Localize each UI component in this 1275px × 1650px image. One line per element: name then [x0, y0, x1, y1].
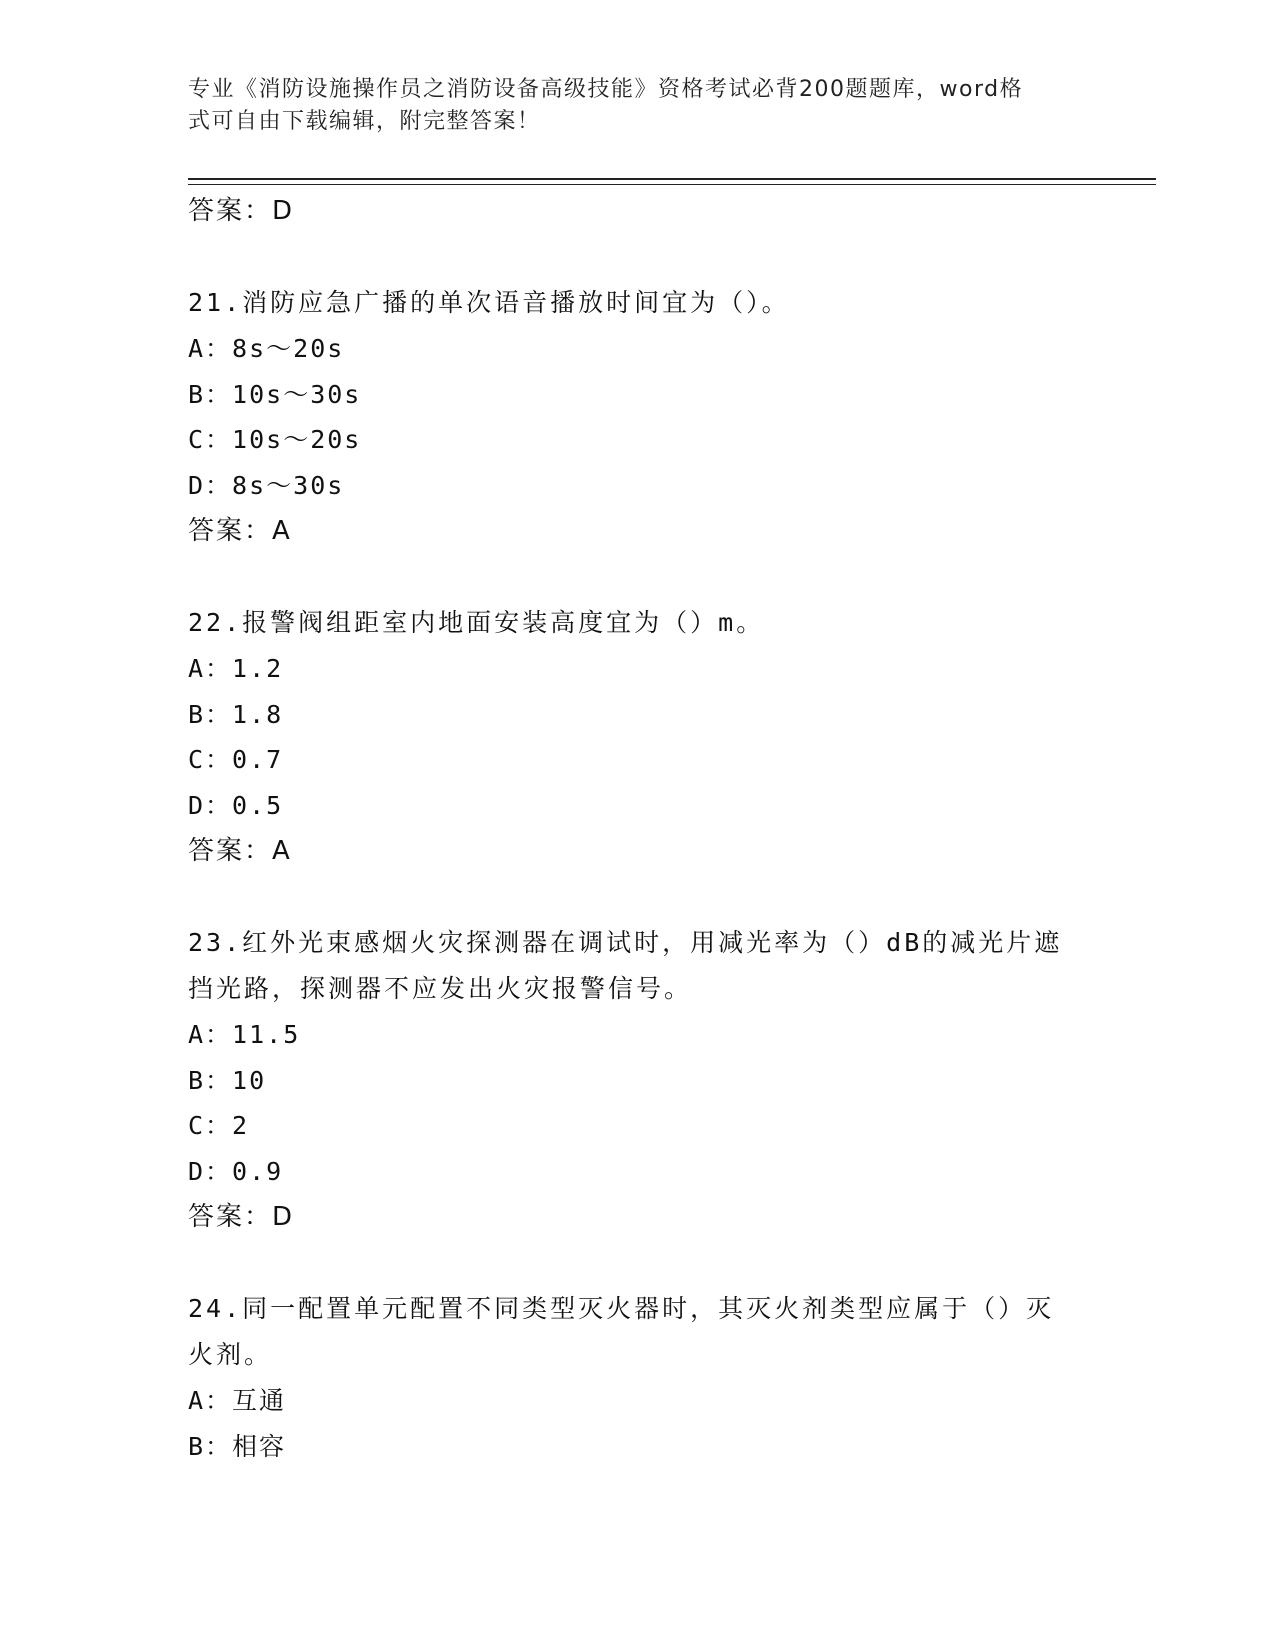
question-text: 21.消防应急广播的单次语音播放时间宜为（）。 [188, 288, 790, 317]
option-a: A：互通 [188, 1386, 287, 1415]
question-text-line-1: 24.同一配置单元配置不同类型灭火器时，其灭火剂类型应属于（）灭 [188, 1294, 1055, 1323]
option-d: D：0.9 [188, 1156, 284, 1186]
question-21 [188, 280, 1088, 554]
question-list [188, 188, 1088, 1469]
option-c: C：10s～20s [188, 425, 362, 454]
option-d: D：0.5 [188, 790, 284, 820]
option-c: C：0.7 [188, 745, 284, 774]
question-text-line-2: 挡光路，探测器不应发出火灾报警信号。 [188, 974, 693, 1003]
answer: 答案：A [188, 836, 292, 866]
question-text-line-2: 火剂。 [188, 1340, 273, 1369]
option-b: B：1.8 [188, 699, 284, 729]
option-a: A：8s～20s [188, 334, 345, 363]
option-b: B：10s～30s [188, 379, 362, 409]
option-a: A：11.5 [188, 1020, 301, 1049]
option-b: B：相容 [188, 1431, 287, 1461]
document-header [188, 74, 1068, 138]
question-24 [188, 1286, 1088, 1469]
option-b: B：10 [188, 1065, 267, 1095]
header-line-1: 专业《消防设施操作员之消防设备高级技能》资格考试必背200题题库，word格 [188, 77, 1024, 102]
option-d: D：8s～30s [188, 470, 345, 500]
question-23 [188, 920, 1088, 1240]
header-line-2: 式可自由下载编辑，附完整答案！ [188, 109, 541, 134]
option-a: A：1.2 [188, 654, 284, 683]
question-text [188, 920, 1088, 1012]
answer-previous: 答案：D [188, 196, 295, 226]
question-text [188, 1286, 1088, 1378]
answer: 答案：D [188, 1202, 295, 1232]
answer: 答案：A [188, 516, 292, 546]
header-divider-thin [188, 184, 1156, 185]
question-text: 22.报警阀组距室内地面安装高度宜为（）m。 [188, 608, 765, 637]
header-divider-thick [188, 178, 1156, 180]
option-c: C：2 [188, 1111, 250, 1140]
question-text-line-1: 23.红外光束感烟火灾探测器在调试时，用减光率为（）dB的减光片遮 [188, 928, 1063, 957]
question-22 [188, 600, 1088, 874]
